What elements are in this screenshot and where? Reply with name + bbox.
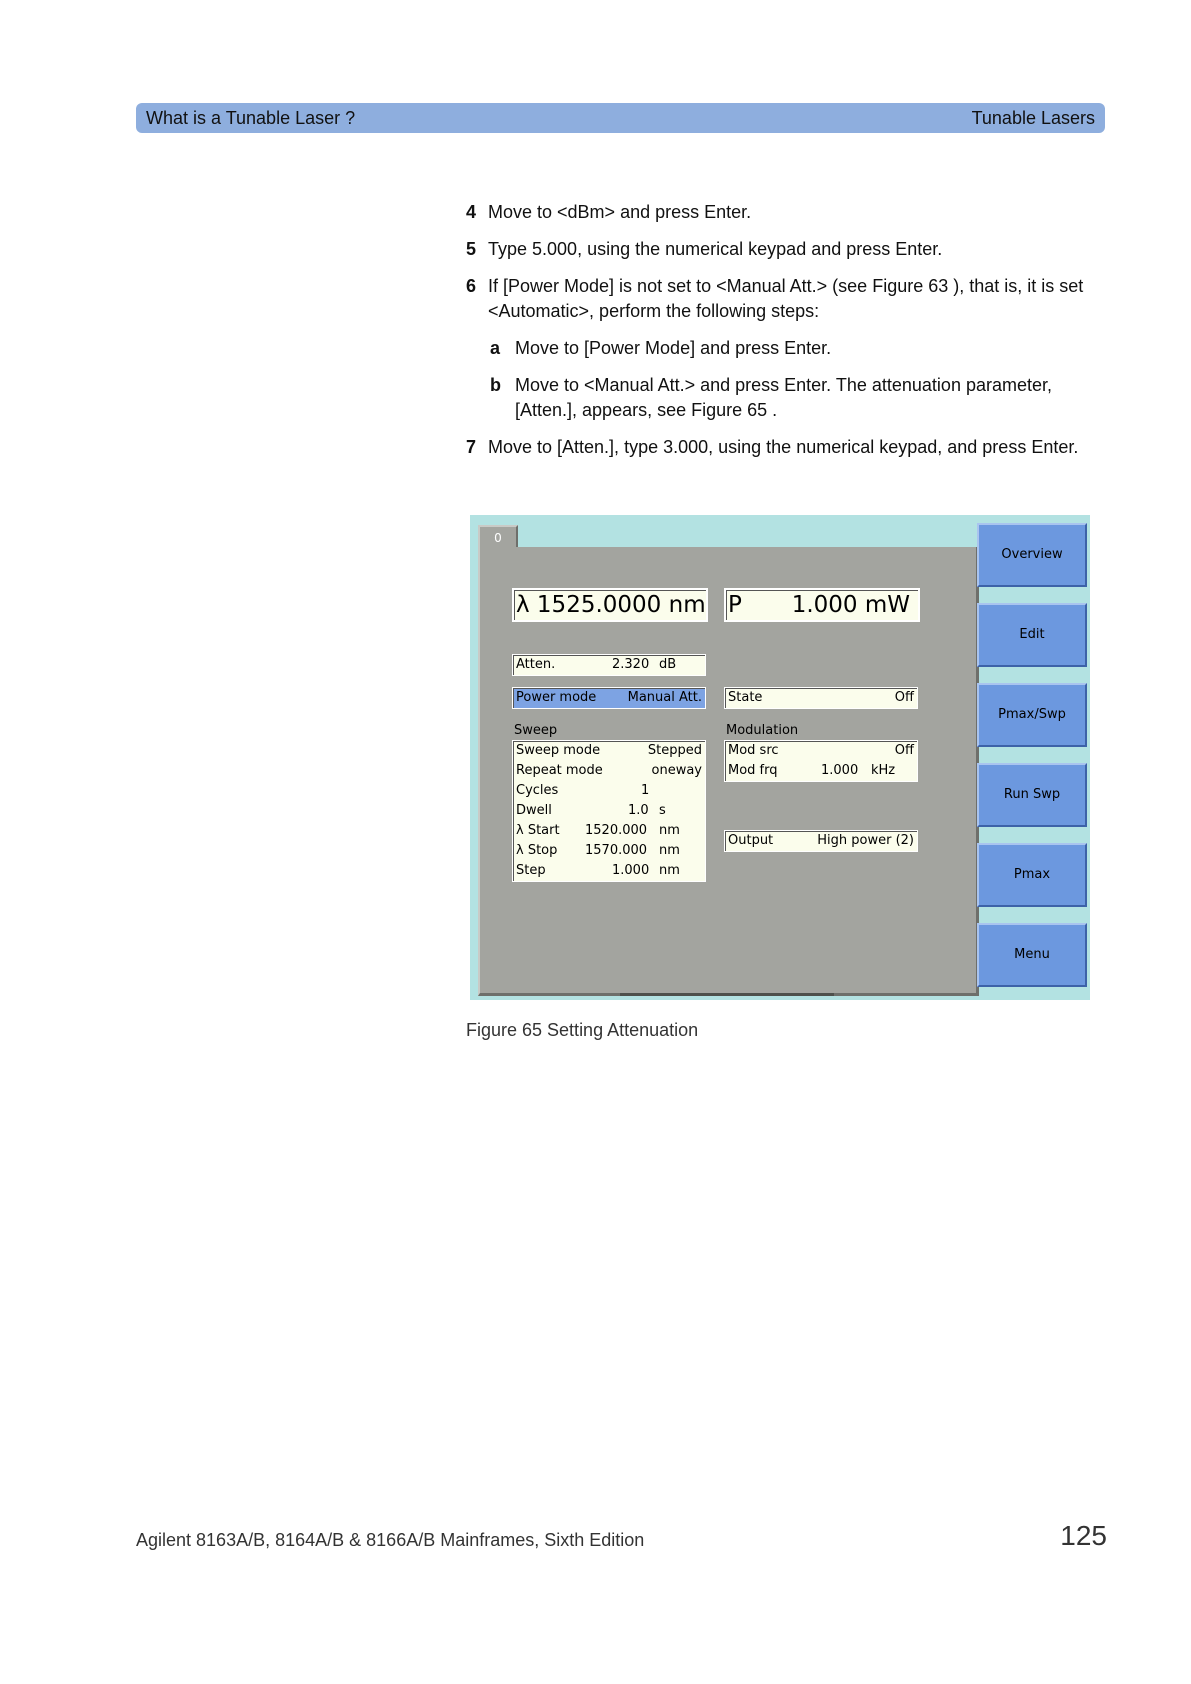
section-title: What is a Tunable Laser ? xyxy=(146,108,356,128)
mod-frq-value: 1.000 xyxy=(821,763,859,778)
sweep-row[interactable] xyxy=(513,781,705,801)
channel-tab[interactable]: 0 xyxy=(478,525,518,549)
substep-letter: b xyxy=(490,375,501,395)
sweep-row-unit: nm xyxy=(659,863,680,878)
instrument-screen xyxy=(470,515,1090,1000)
procedure-steps xyxy=(466,200,1106,472)
sweep-row-value: 1570.000 xyxy=(585,843,648,858)
softkey-overview[interactable]: Overview xyxy=(977,523,1087,587)
sweep-row-label: λ Start xyxy=(516,823,560,838)
modulation-group xyxy=(724,740,918,782)
figure-caption: Figure 65 Setting Attenuation xyxy=(466,1020,699,1040)
sweep-row-unit: s xyxy=(659,803,666,818)
power-label: P xyxy=(728,592,742,618)
power-mode-field[interactable] xyxy=(512,687,706,709)
sweep-row-value: Stepped xyxy=(647,743,702,758)
power-display[interactable] xyxy=(724,588,920,622)
modulation-title: Modulation xyxy=(726,723,799,738)
step-item xyxy=(466,274,1106,324)
substep-text: Move to <Manual Att.> and press Enter. The attenuation parameter, [Atten.], appears, see Figure 65 . xyxy=(515,375,1053,420)
step-number: 7 xyxy=(466,437,477,457)
sweep-title: Sweep xyxy=(514,723,558,738)
state-field[interactable] xyxy=(724,687,918,709)
sweep-row-label: Sweep mode xyxy=(516,743,601,758)
sweep-row[interactable] xyxy=(513,801,705,821)
sweep-group xyxy=(512,740,706,882)
laser-panel xyxy=(478,547,979,996)
power-mode-value: Manual Att. xyxy=(627,690,702,705)
state-value: Off xyxy=(894,690,914,705)
step-number: 5 xyxy=(466,239,477,259)
output-value: High power (2) xyxy=(817,833,914,848)
step-text: Move to <dBm> and press Enter. xyxy=(488,202,752,222)
sweep-row-label: λ Stop xyxy=(516,843,558,858)
sweep-row[interactable] xyxy=(513,841,705,861)
step-number: 4 xyxy=(466,202,477,222)
substep-item xyxy=(466,336,1106,361)
panel-scrollbar xyxy=(620,993,834,996)
sweep-row-value: 1520.000 xyxy=(585,823,648,838)
output-field[interactable] xyxy=(724,830,918,852)
substep-text: Move to [Power Mode] and press Enter. xyxy=(515,338,832,358)
sweep-row[interactable] xyxy=(513,741,705,761)
mod-src-label: Mod src xyxy=(728,743,779,758)
step-number: 6 xyxy=(466,276,477,296)
section-header xyxy=(136,103,1105,133)
sweep-row[interactable] xyxy=(513,821,705,841)
mod-frq-label: Mod frq xyxy=(728,763,778,778)
sweep-row-label: Repeat mode xyxy=(516,763,603,778)
chapter-title: Tunable Lasers xyxy=(971,108,1095,128)
output-label: Output xyxy=(728,833,774,848)
power-value: 1.000 mW xyxy=(791,592,910,618)
atten-unit: dB xyxy=(659,657,677,672)
sweep-row-value: 1 xyxy=(641,783,650,798)
sweep-row-value: 1.0 xyxy=(628,803,649,818)
mod-src-row[interactable] xyxy=(725,741,917,761)
power-mode-label: Power mode xyxy=(516,690,597,705)
softkey-edit[interactable]: Edit xyxy=(977,603,1087,667)
softkey-pmax[interactable]: Pmax xyxy=(977,843,1087,907)
sweep-row[interactable] xyxy=(513,761,705,781)
step-text: Type 5.000, using the numerical keypad and press Enter. xyxy=(488,239,943,259)
sweep-row-value: oneway xyxy=(651,763,702,778)
footer-text: Agilent 8163A/B, 8164A/B & 8166A/B Mainframes, Sixth Edition xyxy=(136,1530,645,1550)
mod-src-value: Off xyxy=(894,743,914,758)
sweep-row-label: Cycles xyxy=(516,783,559,798)
page-number: 125 xyxy=(1060,1520,1107,1551)
atten-label: Atten. xyxy=(516,657,556,672)
step-item xyxy=(466,237,1106,262)
substep-letter: a xyxy=(490,338,501,358)
sweep-row-unit: nm xyxy=(659,823,680,838)
mod-frq-row[interactable] xyxy=(725,761,917,781)
mod-frq-unit: kHz xyxy=(871,763,896,778)
sweep-row-label: Dwell xyxy=(516,803,552,818)
step-text: Move to [Atten.], type 3.000, using the numerical keypad, and press Enter. xyxy=(488,437,1079,457)
sweep-row-label: Step xyxy=(516,863,546,878)
sweep-row-value: 1.000 xyxy=(612,863,650,878)
substep-item xyxy=(466,373,1106,423)
softkey-pmax-swp[interactable]: Pmax/Swp xyxy=(977,683,1087,747)
step-text: If [Power Mode] is not set to <Manual Att.> (see Figure 63 ), that is, it is set <Automatic>, perform the following steps: xyxy=(488,276,1084,321)
step-item xyxy=(466,435,1106,460)
wavelength-value: λ 1525.0000 nm xyxy=(516,592,706,618)
softkey-menu[interactable]: Menu xyxy=(977,923,1087,987)
step-item xyxy=(466,200,1106,225)
softkey-run-swp[interactable]: Run Swp xyxy=(977,763,1087,827)
state-label: State xyxy=(728,690,763,705)
sweep-row[interactable] xyxy=(513,861,705,881)
wavelength-display[interactable] xyxy=(512,588,708,622)
sweep-row-unit: nm xyxy=(659,843,680,858)
atten-field[interactable] xyxy=(512,654,706,676)
atten-value: 2.320 xyxy=(612,657,650,672)
